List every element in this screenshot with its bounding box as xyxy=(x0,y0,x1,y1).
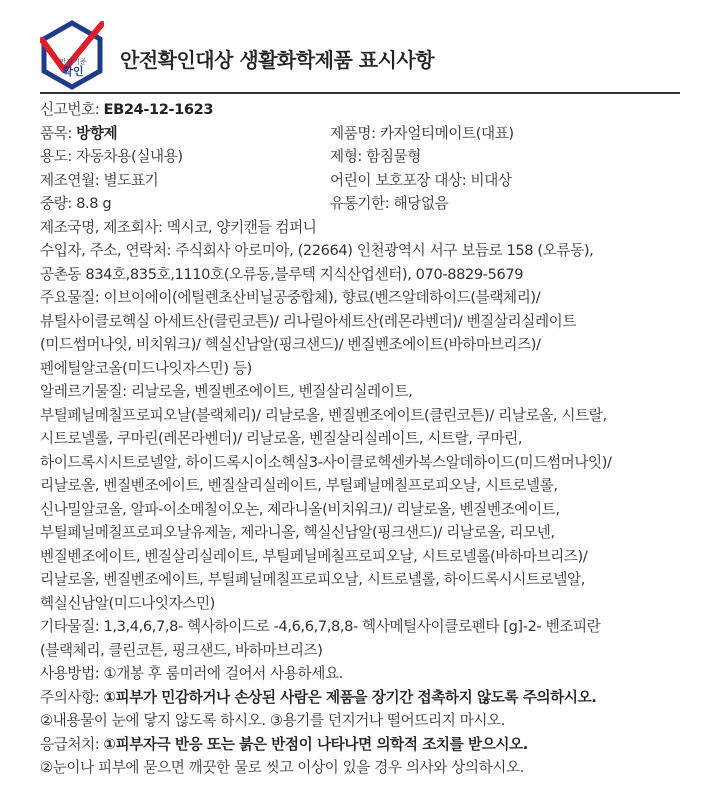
child-packaging-label: 어린이 보호포장 대상: xyxy=(330,171,471,189)
importer-line: 수입자, 주소, 연락처: 주식회사 아로미아, (22664) 인천광역시 서구 보듬로 158 (오류동), xyxy=(40,242,594,259)
product-name-value: 카자얼티메이트(대표) xyxy=(379,124,514,142)
report-number-value: EB24-12-1623 xyxy=(103,101,214,118)
first-aid-bold: ①피부자극 반응 또는 붉은 반점이 나타나면 의학적 조치를 받으시오. xyxy=(103,735,528,753)
cautions-line xyxy=(40,686,700,710)
item-row xyxy=(40,122,700,146)
weight-value: 8.8 g xyxy=(76,195,112,212)
formulation-field xyxy=(330,145,700,169)
label-content xyxy=(40,98,700,780)
cautions-label: 주의사항: xyxy=(40,688,104,706)
header-divider xyxy=(40,92,680,94)
allergens-line: 헥실신남알(미드나잇자스민) xyxy=(40,594,215,612)
date-row xyxy=(40,169,700,193)
main-substances-line: 주요물질: 이브이에이(에틸렌초산비닐공중합체), 향료(벤즈알데하이드(블랙체리)/ xyxy=(40,289,541,306)
item-label: 품목: xyxy=(40,124,77,142)
allergens-line: 알레르기물질: 리날로올, 벤질벤조에이트, 벤질살리실레이트, xyxy=(40,383,413,400)
allergens-line: 리날로올, 벤질벤조에이트, 부틸페닐메칠프로피오날, 시트로넬롤, 하이드록시시트로넬알, xyxy=(40,571,585,588)
first-aid-line: ②눈이나 피부에 묻으면 깨끗한 물로 씻고 이상이 있을 경우 의사와 상의하시오. xyxy=(40,759,524,776)
logo-text-top: 안전기준 xyxy=(59,58,87,66)
child-packaging-field xyxy=(330,169,700,193)
usage-directions: 사용방법: ①개봉 후 룸미러에 걸어서 사용하세요. xyxy=(40,665,343,682)
allergens-line: 신나밀알코올, 알파-이소메칠이오논, 제라니올(비치워크)/ 리날로올, 벤질벤조에이트, xyxy=(40,500,560,518)
main-substances-line: (미드썸머나잇, 비치워크)/ 헥실신남알(핑크샌드)/ 벤질벤조에이트(바하마브리즈)/ xyxy=(40,336,541,353)
report-number xyxy=(40,98,700,122)
usage-row xyxy=(40,145,700,169)
allergens-line: 리날로올, 벤질벤조에이트, 벤질살리실레이트, 부틸페닐메칠프로피오날, 시트로넬롤, xyxy=(40,477,558,494)
product-name-label: 제품명: xyxy=(330,124,380,142)
allergens-line: 하이드록시시트로넬알, 하이드록시이소헥실3-사이클로헥센카복스알데하이드(미드썸머나잇)/ xyxy=(40,453,612,471)
purpose-field xyxy=(40,145,330,169)
page-title: 안전확인대상 생활화학제품 표시사항 xyxy=(120,48,435,72)
allergens-line: 부틸페닐메칠프로피오날(블랙체리)/ 리날로올, 벤질벤조에이트(클린코튼)/ 리날로올, 시트랄, xyxy=(40,406,607,424)
manufacture-date-field xyxy=(40,169,330,193)
first-aid-line xyxy=(40,733,700,757)
purpose-label: 용도: xyxy=(40,148,77,165)
first-aid-label: 응급처치: xyxy=(40,735,104,753)
header xyxy=(40,20,700,90)
purpose-value: 자동차용(실내용) xyxy=(76,148,183,165)
weight-row xyxy=(40,192,700,216)
weight-field xyxy=(40,192,330,216)
weight-label: 중량: xyxy=(40,195,77,212)
report-number-label: 신고번호: xyxy=(40,101,104,118)
formulation-value: 함침물형 xyxy=(366,148,421,165)
allergens-line: 시트로넬롤, 쿠마린(레몬라벤더)/ 리날로올, 벤질살리실레이트, 시트랄, 쿠마린, xyxy=(40,430,523,447)
safety-check-logo-icon xyxy=(40,20,104,90)
item-field xyxy=(40,122,330,146)
manufacture-date-value: 별도표기 xyxy=(103,171,159,189)
cautions-bold: ①피부가 민감하거나 손상된 사람은 제품을 장기간 접촉하지 않도록 주의하시오. xyxy=(103,688,597,706)
manufacturer-line: 제조국명, 제조회사: 멕시코, 양키캔들 컴퍼니 xyxy=(40,218,317,236)
child-packaging-value: 비대상 xyxy=(470,171,512,189)
other-substances-line: (블랙체리, 클린코튼, 핑크샌드, 바하마브리즈) xyxy=(40,641,323,659)
expiry-label: 유통기한: xyxy=(330,195,394,212)
expiry-value: 해당없음 xyxy=(393,195,449,212)
allergens-line: 부틸페닐메칠프로피오날유제놀, 제라니올, 헥실신남알(핑크샌드)/ 리날로올, 리모넨, xyxy=(40,524,555,541)
expiry-field xyxy=(330,192,700,216)
main-substances-line: 펜에틸알코올(미드나잇자스민) 등) xyxy=(40,359,252,377)
cautions-line: ②내용물이 눈에 닿지 않도록 하시오. ③용기를 던지거나 떨어뜨리지 마시오. xyxy=(40,712,505,729)
manufacture-date-label: 제조연월: xyxy=(40,171,104,189)
main-substances-line: 뷰틸사이클로헥실 아세트산(클린코튼)/ 리나릴아세트산(레몬라벤더)/ 벤질살리실레이트 xyxy=(40,312,577,330)
logo-text-bottom: 확인 xyxy=(62,65,84,78)
importer-line: 공촌동 834호,835호,1110호(오류동,블루텍 지식산업센터), 070-8829-5679 xyxy=(40,265,524,283)
item-value: 방향제 xyxy=(76,124,118,142)
formulation-label: 제형: xyxy=(330,148,367,165)
other-substances-line: 기타물질: 1,3,4,6,7,8- 헥사하이드로 -4,6,6,7,8,8- 헥사메틸사이클로펜타 [g]-2- 벤조피란 xyxy=(40,618,601,635)
allergens-line: 벤질벤조에이트, 벤질살리실레이트, 부틸페닐메칠프로피오날, 시트로넬롤(바하마브리즈)/ xyxy=(40,547,588,565)
product-name-field xyxy=(330,122,700,146)
